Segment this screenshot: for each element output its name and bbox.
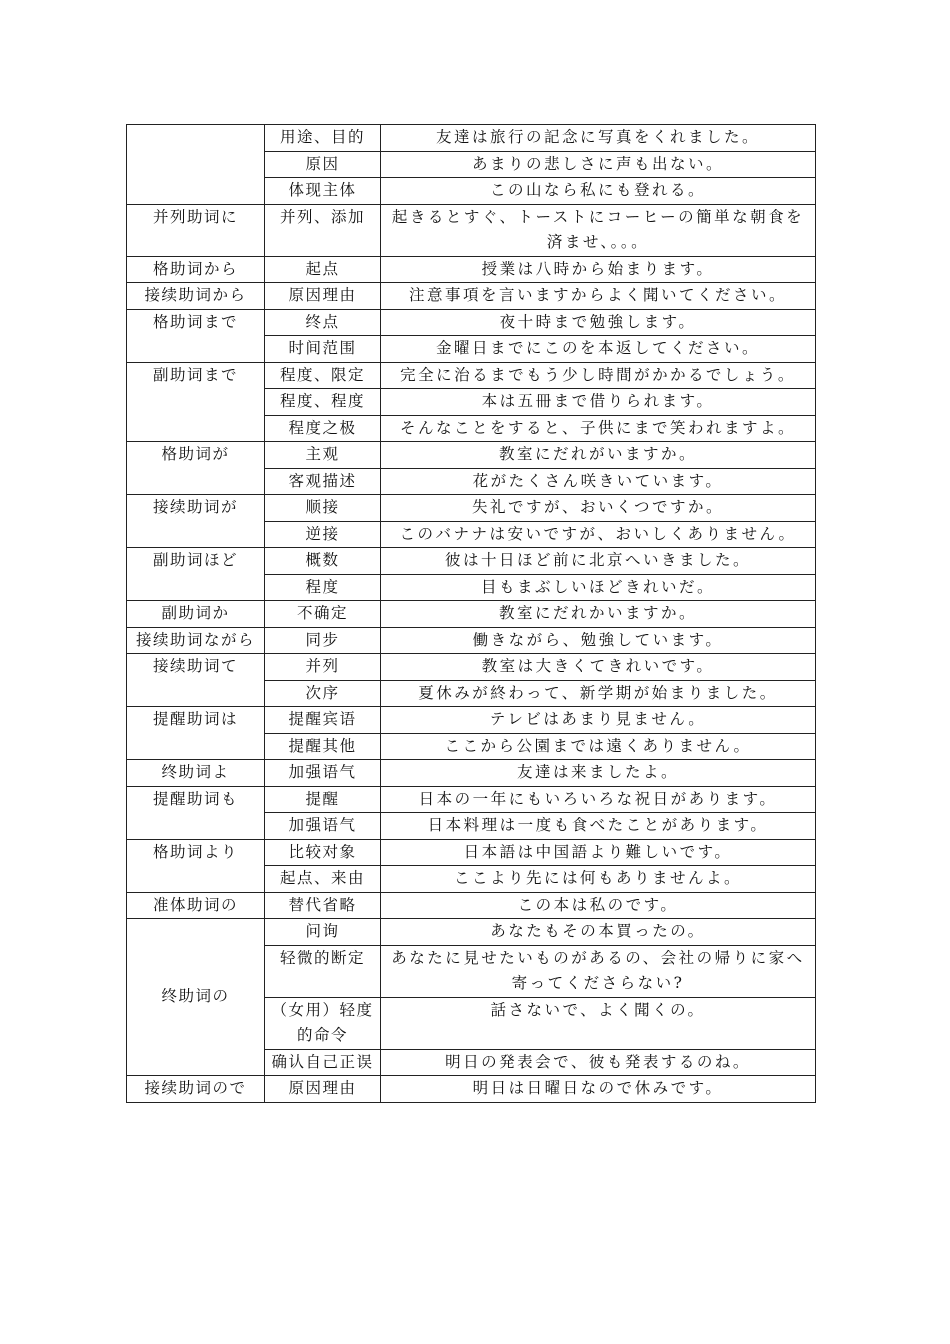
example-cell: この本は私のです。 xyxy=(381,892,816,919)
example-cell: この山なら私にも登れる。 xyxy=(381,178,816,205)
table-row xyxy=(127,442,816,469)
example-cell: 明日の発表会で、彼も発表するのね。 xyxy=(381,1049,816,1076)
example-cell: 金曜日までにこのを本返してください。 xyxy=(381,336,816,363)
example-cell: 明日は日曜日なので休みです。 xyxy=(381,1076,816,1103)
particle-cell: 接续助词ながら xyxy=(127,627,265,654)
usage-cell: 提醒 xyxy=(265,786,381,813)
usage-cell: 程度 xyxy=(265,574,381,601)
particle-table-page xyxy=(126,124,815,1103)
particle-cell: 并列助词に xyxy=(127,204,265,256)
example-cell: テレビはあまり見ません。 xyxy=(381,707,816,734)
usage-cell: 概数 xyxy=(265,548,381,575)
particle-cell: 格助词より xyxy=(127,839,265,892)
table-row xyxy=(127,654,816,681)
particle-cell: 提醒助词は xyxy=(127,707,265,760)
example-cell: 完全に治るまでもう少し時間がかかるでしょう。 xyxy=(381,362,816,389)
particle-cell: 格助词が xyxy=(127,442,265,495)
example-cell: 教室にだれがいますか。 xyxy=(381,442,816,469)
example-cell: 友達は来ましたよ。 xyxy=(381,760,816,787)
usage-cell: 原因理由 xyxy=(265,1076,381,1103)
example-cell: 働きながら、勉強しています。 xyxy=(381,627,816,654)
example-cell: 本は五冊まで借りられます。 xyxy=(381,389,816,416)
particle-cell: 副助词まで xyxy=(127,362,265,442)
particle-cell: 准体助词の xyxy=(127,892,265,919)
usage-cell: 提醒其他 xyxy=(265,733,381,760)
particle-cell: 格助词から xyxy=(127,256,265,283)
table-row xyxy=(127,548,816,575)
usage-cell: 程度、程度 xyxy=(265,389,381,416)
table-row xyxy=(127,839,816,866)
particle-cell: 接续助词が xyxy=(127,495,265,548)
table-row xyxy=(127,125,816,152)
usage-cell: 程度、限定 xyxy=(265,362,381,389)
usage-cell: 并列、添加 xyxy=(265,204,381,256)
table-row xyxy=(127,309,816,336)
usage-cell: 轻微的断定 xyxy=(265,945,381,997)
example-cell: 注意事項を言いますからよく聞いてください。 xyxy=(381,283,816,310)
example-cell: 失礼ですが、おいくつですか。 xyxy=(381,495,816,522)
usage-cell: 加强语气 xyxy=(265,760,381,787)
usage-cell: 提醒宾语 xyxy=(265,707,381,734)
usage-cell: 起点、来由 xyxy=(265,866,381,893)
example-cell: ここから公園までは遠くありません。 xyxy=(381,733,816,760)
table-row xyxy=(127,362,816,389)
particle-cell: 终助词の xyxy=(127,919,265,1076)
example-cell: 教室にだれかいますか。 xyxy=(381,601,816,628)
usage-cell: 同步 xyxy=(265,627,381,654)
particle-cell: 提醒助词も xyxy=(127,786,265,839)
example-cell: あなたもその本買ったの。 xyxy=(381,919,816,946)
usage-cell: 比较对象 xyxy=(265,839,381,866)
particle-cell: 接续助词て xyxy=(127,654,265,707)
particle-usage-table xyxy=(126,124,816,1103)
example-cell: 目もまぶしいほどきれいだ。 xyxy=(381,574,816,601)
example-cell: 日本の一年にもいろいろな祝日があります。 xyxy=(381,786,816,813)
table-row xyxy=(127,601,816,628)
usage-cell: 原因理由 xyxy=(265,283,381,310)
usage-cell: 顺接 xyxy=(265,495,381,522)
example-cell: 夜十時まで勉強します。 xyxy=(381,309,816,336)
example-cell: このバナナは安いですが、おいしくありません。 xyxy=(381,521,816,548)
usage-cell: 逆接 xyxy=(265,521,381,548)
usage-cell: 主观 xyxy=(265,442,381,469)
table-row xyxy=(127,204,816,256)
usage-cell: 原因 xyxy=(265,151,381,178)
table-row xyxy=(127,760,816,787)
example-cell: 授業は八時から始まります。 xyxy=(381,256,816,283)
usage-cell: 次序 xyxy=(265,680,381,707)
usage-cell: 并列 xyxy=(265,654,381,681)
table-row xyxy=(127,919,816,946)
example-cell: あまりの悲しさに声も出ない。 xyxy=(381,151,816,178)
usage-cell: 体现主体 xyxy=(265,178,381,205)
example-cell: 彼は十日ほど前に北京へいきました。 xyxy=(381,548,816,575)
example-cell: あなたに見せたいものがあるの、会社の帰りに家へ寄ってくださらない? xyxy=(381,945,816,997)
usage-cell: 问询 xyxy=(265,919,381,946)
example-cell: 起きるとすぐ、トーストにコーヒーの簡単な朝食を済ませ、。。。 xyxy=(381,204,816,256)
example-cell: 花がたくさん咲きいています。 xyxy=(381,468,816,495)
example-cell: 日本語は中国語より難しいです。 xyxy=(381,839,816,866)
usage-cell: 终点 xyxy=(265,309,381,336)
table-row xyxy=(127,892,816,919)
table-row xyxy=(127,283,816,310)
table-row xyxy=(127,786,816,813)
usage-cell: 替代省略 xyxy=(265,892,381,919)
usage-cell: （女用）轻度的命令 xyxy=(265,997,381,1049)
usage-cell: 时间范围 xyxy=(265,336,381,363)
example-cell: 日本料理は一度も食べたことがあります。 xyxy=(381,813,816,840)
example-cell: 夏休みが終わって、新学期が始まりました。 xyxy=(381,680,816,707)
usage-cell: 程度之极 xyxy=(265,415,381,442)
usage-cell: 确认自己正误 xyxy=(265,1049,381,1076)
example-cell: ここより先には何もありませんよ。 xyxy=(381,866,816,893)
usage-cell: 客观描述 xyxy=(265,468,381,495)
particle-cell: 终助词よ xyxy=(127,760,265,787)
usage-cell: 不确定 xyxy=(265,601,381,628)
example-cell: 話さないで、よく聞くの。 xyxy=(381,997,816,1049)
particle-cell: 副助词か xyxy=(127,601,265,628)
table-row xyxy=(127,256,816,283)
table-row xyxy=(127,707,816,734)
particle-cell: 副助词ほど xyxy=(127,548,265,601)
table-row xyxy=(127,495,816,522)
particle-cell: 接续助词ので xyxy=(127,1076,265,1103)
particle-cell: 格助词まで xyxy=(127,309,265,362)
example-cell: 教室は大きくてきれいです。 xyxy=(381,654,816,681)
usage-cell: 起点 xyxy=(265,256,381,283)
usage-cell: 用途、目的 xyxy=(265,125,381,152)
particle-cell xyxy=(127,125,265,205)
usage-cell: 加强语气 xyxy=(265,813,381,840)
table-row xyxy=(127,1076,816,1103)
particle-cell: 接续助词から xyxy=(127,283,265,310)
table-row xyxy=(127,627,816,654)
example-cell: そんなことをすると、子供にまで笑われますよ。 xyxy=(381,415,816,442)
example-cell: 友達は旅行の記念に写真をくれました。 xyxy=(381,125,816,152)
